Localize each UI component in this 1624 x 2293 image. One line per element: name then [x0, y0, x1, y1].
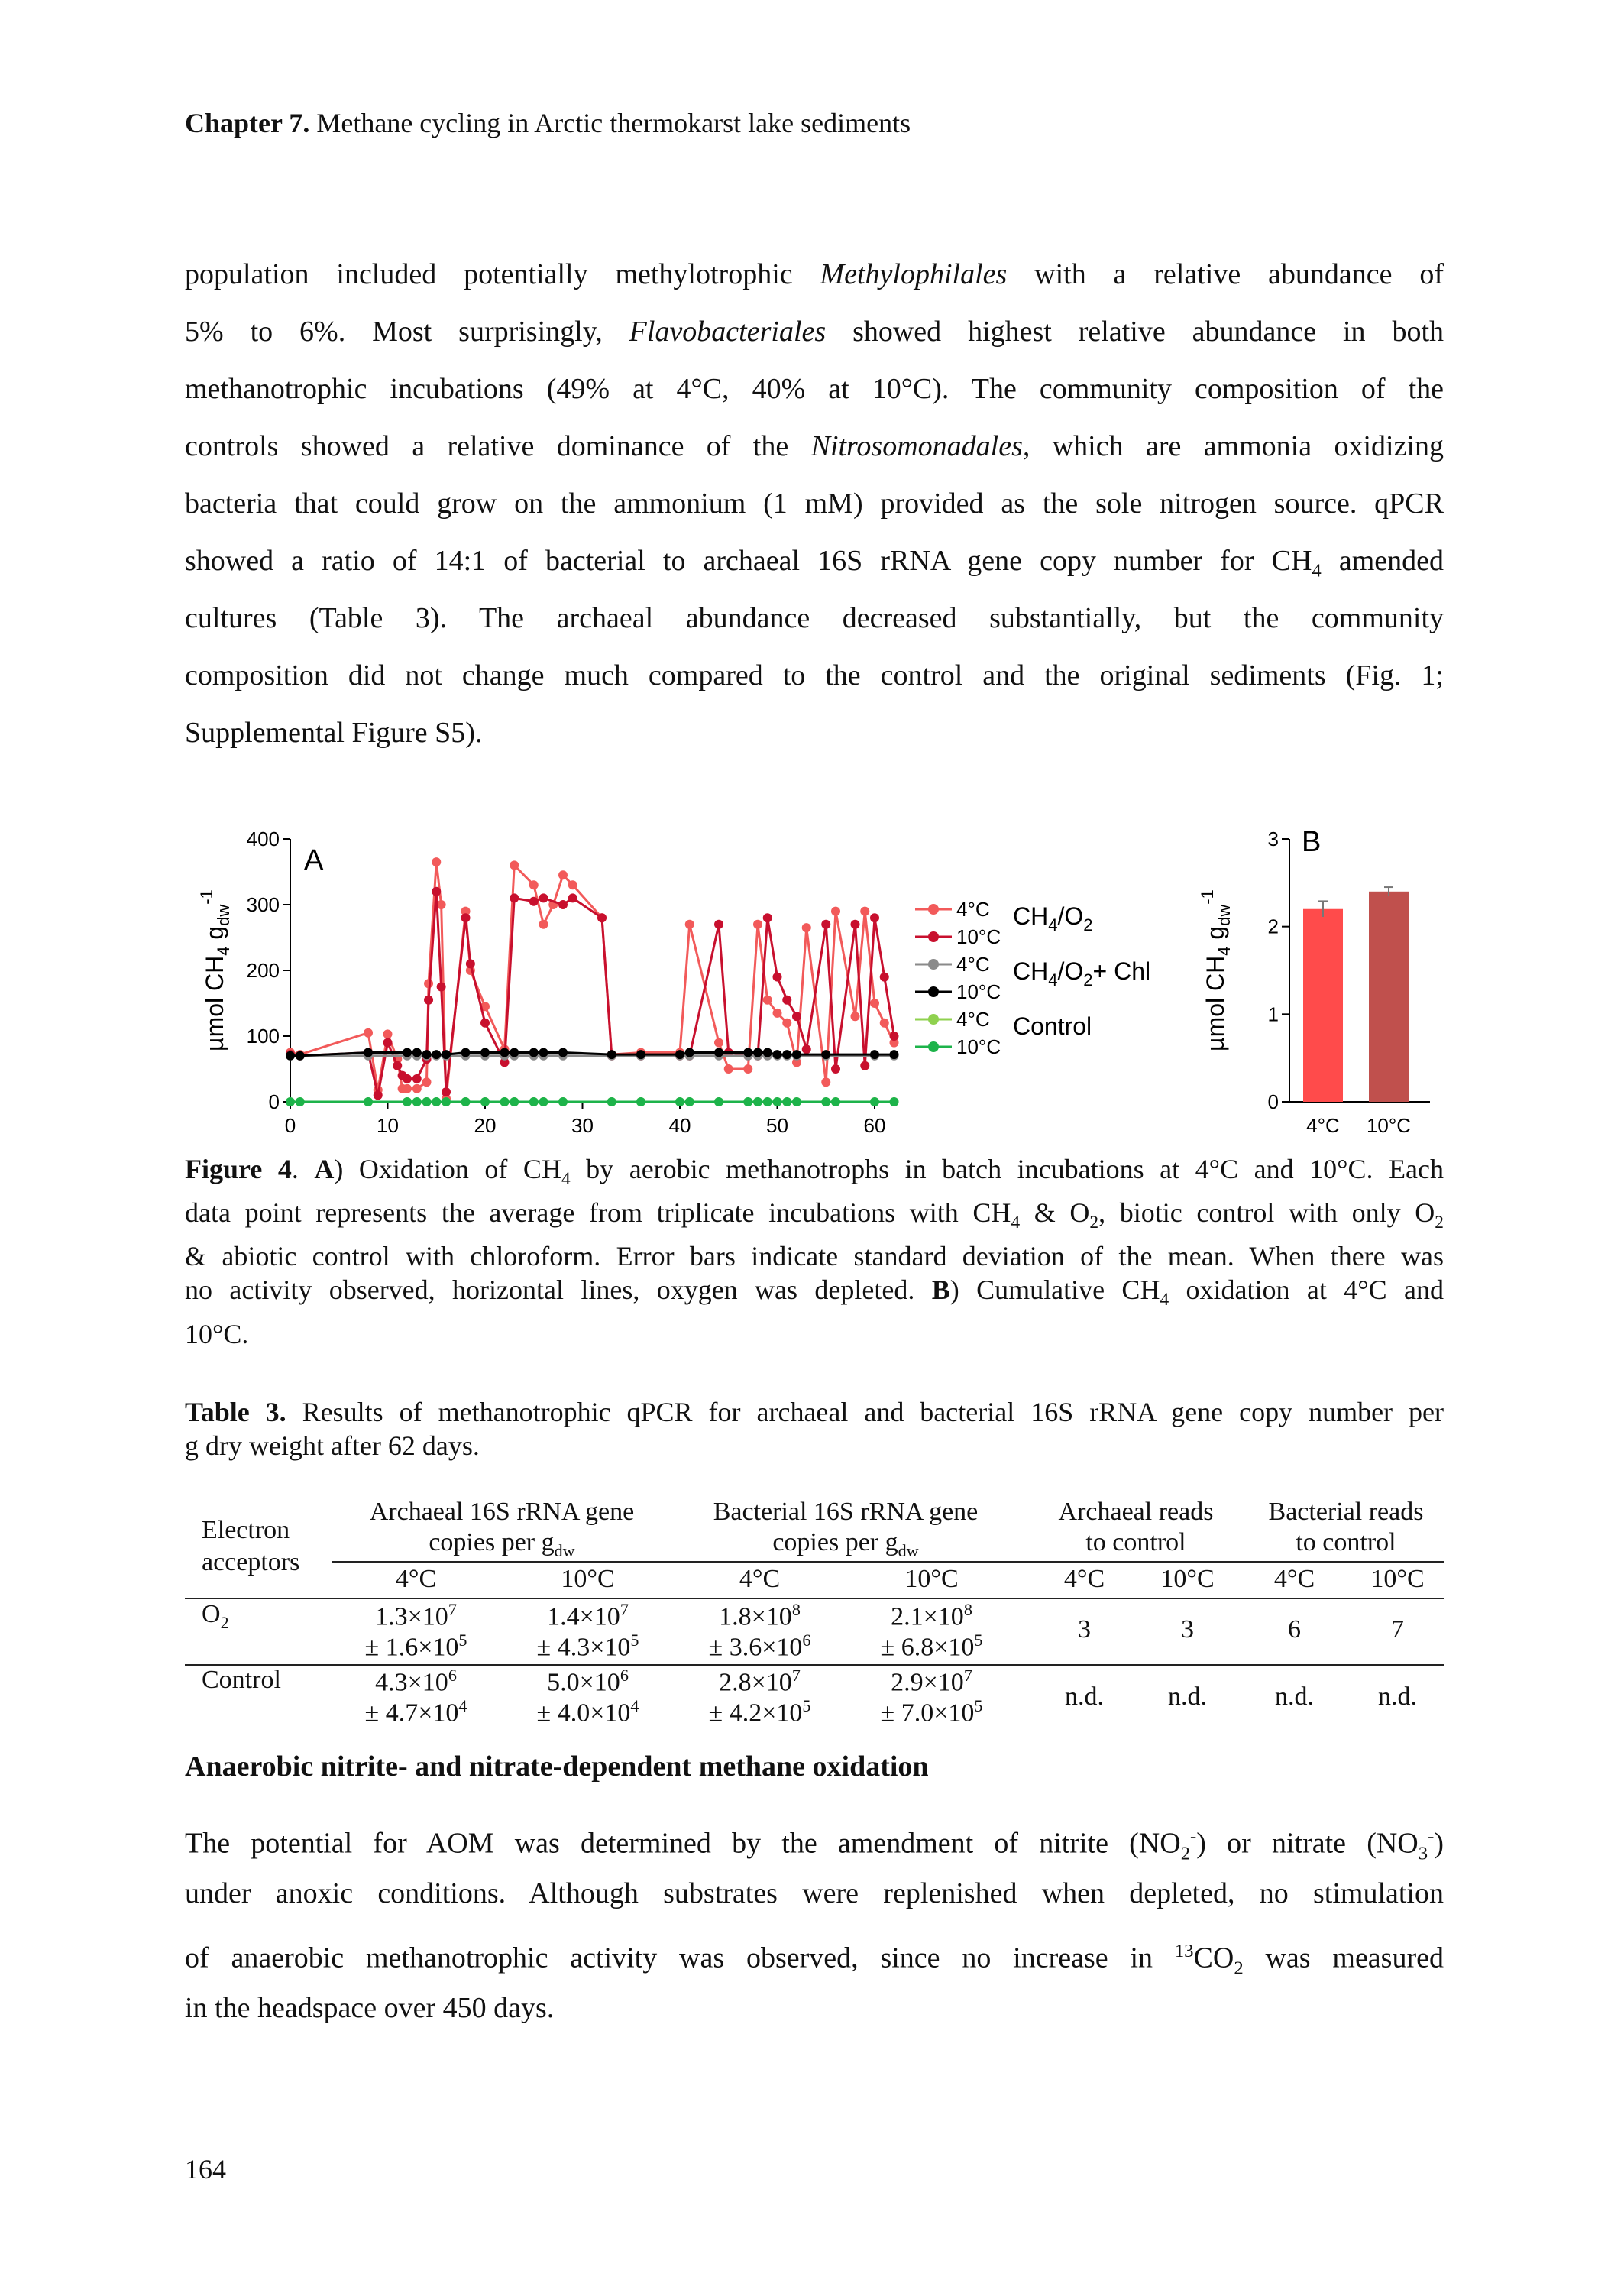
table-header-cell: copies per $g_{dw}$ [429, 1528, 575, 1560]
data-point [821, 1077, 830, 1087]
x-tick-label: 20 [474, 1114, 497, 1137]
legend-marker [928, 904, 939, 915]
text-line: controls showed a relative dominance of the Nitrosomonadales, which are ammonia oxidizing [185, 430, 1444, 462]
series-line [290, 862, 894, 1099]
x-tick-label: 60 [863, 1114, 886, 1137]
data-point [568, 893, 577, 902]
table-cell: 7 [1391, 1615, 1404, 1644]
table-cell: n.d. [1065, 1683, 1104, 1711]
data-point [432, 1097, 441, 1106]
data-point [296, 1097, 305, 1106]
data-point [383, 1038, 393, 1048]
table-cell: $4.3\times 10^6$ [375, 1666, 457, 1697]
data-point [461, 913, 471, 922]
y-tick-label: 0 [268, 1090, 280, 1113]
data-point [753, 1048, 762, 1057]
data-point [442, 1050, 451, 1059]
data-point [714, 1048, 723, 1057]
data-point [422, 1077, 432, 1087]
data-point [821, 1097, 830, 1106]
y-tick-label: 100 [246, 1025, 280, 1048]
table-cell: $1.8\times 10^8$ [719, 1600, 801, 1631]
text-line: cultures (Table 3). The archaeal abundance decreased substantially, but the community [185, 602, 1444, 634]
table-cell: ± $4.7\times 10^4$ [364, 1696, 467, 1728]
y-tick-label: 1 [1267, 1002, 1279, 1026]
x-tick-label: 30 [571, 1114, 594, 1137]
data-point [831, 1097, 840, 1106]
text-line: composition did not change much compared to the control and the original sediments (Fig. 1; [185, 659, 1444, 691]
data-point [714, 1097, 723, 1106]
panel-label: B [1302, 826, 1322, 858]
data-point [851, 1012, 860, 1021]
data-point [685, 920, 694, 929]
data-point [424, 996, 433, 1005]
data-point [568, 880, 577, 889]
table-cell: ± $4.0\times 10^4$ [536, 1696, 639, 1728]
data-point [773, 1050, 782, 1059]
data-point [831, 907, 840, 916]
data-point [753, 1097, 762, 1106]
panel-label: A [304, 844, 324, 876]
data-point [480, 1048, 490, 1057]
data-point [286, 1051, 295, 1061]
data-point [714, 920, 723, 929]
legend-label: 4°C [956, 1008, 990, 1031]
data-point [782, 1019, 791, 1028]
data-point [792, 1012, 801, 1021]
y-tick-label: 200 [246, 959, 280, 982]
data-point [412, 1097, 422, 1106]
data-point [636, 1050, 645, 1059]
table-cell: n.d. [1168, 1683, 1207, 1711]
data-point [412, 1084, 422, 1093]
table-row-label: $O_2$ [202, 1600, 229, 1632]
data-point [763, 1097, 772, 1106]
table-cell: $1.4\times 10^7$ [547, 1600, 629, 1631]
text-line: Supplemental Figure S5). [185, 717, 483, 749]
data-point [539, 920, 548, 929]
data-point [685, 1097, 694, 1106]
table-header-cell: to control [1296, 1528, 1396, 1556]
x-tick-label: 40 [668, 1114, 691, 1137]
data-point [510, 893, 519, 902]
x-tick-label: 10 [377, 1114, 399, 1137]
table-temp-header: 10°C [904, 1565, 959, 1593]
data-point [860, 907, 869, 916]
legend-label: 4°C [956, 898, 990, 921]
y-axis-label: µmol $CH_4$ $g_{dw}^{-1}$ [197, 889, 233, 1051]
data-point [782, 1050, 791, 1059]
data-point [792, 1097, 801, 1106]
data-point [870, 1050, 879, 1059]
x-tick-label: 0 [284, 1114, 296, 1137]
data-point [558, 900, 568, 909]
bar [1369, 892, 1409, 1102]
x-tick-label: 4°C [1306, 1114, 1340, 1137]
data-point [763, 913, 772, 922]
table-cell: 3 [1078, 1615, 1091, 1644]
data-point [364, 1048, 373, 1057]
text-line: of anaerobic methanotrophic activity was observed, since no increase in $^{13}CO_2$ was measured [185, 1941, 1444, 1979]
data-point [802, 1044, 811, 1054]
legend-marker [928, 986, 939, 997]
section-heading: Anaerobic nitrite- and nitrate-dependent methane oxidation [185, 1751, 929, 1783]
data-point [422, 1050, 432, 1059]
legend-group-label: $CH_4/O_2$ [1013, 902, 1093, 934]
data-point [500, 1097, 510, 1106]
data-point [675, 1050, 684, 1059]
table-temp-header: 10°C [561, 1565, 615, 1593]
data-point [607, 1050, 616, 1059]
data-point [870, 913, 879, 922]
data-point [461, 1048, 471, 1057]
data-point [510, 1048, 519, 1057]
table-cell: ± $1.6\times 10^5$ [364, 1631, 467, 1662]
data-point [773, 1097, 782, 1106]
data-point [763, 996, 772, 1005]
x-tick-label: 50 [766, 1114, 788, 1137]
data-point [753, 920, 762, 929]
table-cell: ± $4.3\times 10^5$ [536, 1631, 639, 1662]
data-point [685, 1048, 694, 1057]
table-cell: ± $7.0\times 10^5$ [880, 1696, 983, 1728]
data-point [802, 923, 811, 932]
data-point [432, 887, 441, 896]
data-point [364, 1028, 373, 1038]
text-line: methanotrophic incubations (49% at 4°C, 40% at 10°C). The community composition of the [185, 373, 1444, 405]
y-tick-label: 3 [1267, 827, 1279, 850]
data-point [773, 1009, 782, 1018]
table-temp-header: 4°C [395, 1565, 437, 1593]
data-point [412, 1048, 422, 1057]
data-point [539, 1097, 548, 1106]
data-point [466, 959, 475, 968]
data-point [296, 1051, 305, 1061]
text-line: The potential for AOM was determined by the amendment of nitrite $(NO_2^-)$ or nitrate $(NO_3^-)$ [185, 1826, 1444, 1864]
data-point [529, 1097, 539, 1106]
table-cell: $1.3\times 10^7$ [375, 1600, 457, 1631]
data-point [461, 1097, 471, 1106]
table-cell: $2.8\times 10^7$ [719, 1666, 801, 1697]
data-point [432, 857, 441, 866]
table-cell: $2.1\times 10^8$ [891, 1600, 972, 1631]
data-point [539, 893, 548, 902]
data-point [558, 870, 568, 879]
running-header [185, 107, 911, 139]
data-point [792, 1050, 801, 1059]
table-temp-header: 10°C [1160, 1565, 1215, 1593]
legend-group-label: Control [1013, 1012, 1092, 1040]
table-temp-header: 10°C [1370, 1565, 1425, 1593]
series-line [290, 892, 894, 1096]
data-point [870, 1097, 879, 1106]
data-point [403, 1097, 412, 1106]
data-point [403, 1084, 412, 1093]
data-point [743, 1048, 752, 1057]
data-point [364, 1097, 373, 1106]
bar [1303, 909, 1343, 1102]
data-point [763, 1048, 772, 1057]
data-point [529, 880, 539, 889]
chapter-label: Chapter 7. [185, 108, 310, 138]
data-point [890, 1032, 899, 1041]
data-point [880, 973, 889, 982]
y-tick-label: 0 [1267, 1090, 1279, 1113]
data-point [675, 1097, 684, 1106]
line-chart-panel-a [183, 810, 1176, 1138]
table-header-cell: to control [1085, 1528, 1186, 1556]
table-cell: n.d. [1378, 1683, 1417, 1711]
data-point [773, 973, 782, 982]
data-point [782, 996, 791, 1005]
data-point [374, 1090, 383, 1100]
y-tick-label: 300 [246, 893, 280, 916]
text-line: in the headspace over 450 days. [185, 1992, 555, 2024]
table-cell: 3 [1181, 1615, 1194, 1644]
data-point [743, 1097, 752, 1106]
y-tick-label: 400 [246, 827, 280, 850]
data-point [539, 1048, 548, 1057]
table-row-label: Control [202, 1666, 281, 1694]
table-header-cell: Bacterial reads [1268, 1498, 1424, 1526]
data-point [422, 1097, 432, 1106]
data-point [743, 1064, 752, 1074]
y-axis-label: µmol $CH_4$ $g_{dw}^{-1}$ [1198, 889, 1234, 1051]
table-cell: ± $3.6\times 10^6$ [708, 1631, 811, 1662]
data-point [403, 1048, 412, 1057]
text-line: population included potentially methylotrophic Methylophilales with a relative abundance of [185, 258, 1444, 290]
data-point [432, 1050, 441, 1059]
table-header-cell: Electron [202, 1516, 290, 1544]
data-point [383, 1029, 393, 1038]
legend-label: 10°C [956, 980, 1001, 1003]
table-header-cell: Bacterial 16S rRNA gene [713, 1498, 979, 1526]
data-point [724, 1064, 733, 1074]
qpcr-table [185, 1488, 1444, 1728]
table-cell: $5.0\times 10^6$ [547, 1666, 629, 1697]
page-number: 164 [185, 2154, 226, 2185]
table-header-cell: acceptors [202, 1548, 300, 1576]
data-point [510, 860, 519, 870]
data-point [286, 1097, 295, 1106]
table-temp-header: 4°C [739, 1565, 781, 1593]
bar-chart-panel-b [1192, 810, 1451, 1138]
data-point [880, 1019, 889, 1028]
body-paragraph [185, 1808, 1444, 2037]
table-temp-header: 4°C [1063, 1565, 1105, 1593]
data-point [597, 913, 607, 922]
data-point [831, 1064, 840, 1074]
legend-marker [928, 1014, 939, 1025]
data-point [500, 1048, 510, 1057]
data-point [558, 1097, 568, 1106]
text-line: under anoxic conditions. Although substrates were replenished when depleted, no stimulation [185, 1877, 1444, 1909]
table-rule [332, 1561, 1444, 1563]
data-point [851, 920, 860, 929]
data-point [442, 1087, 451, 1096]
data-point [782, 1097, 791, 1106]
data-point [636, 1097, 645, 1106]
data-point [529, 897, 539, 906]
data-point [890, 1097, 899, 1106]
data-point [437, 983, 446, 992]
data-point [529, 1048, 539, 1057]
data-point [860, 1061, 869, 1070]
legend-marker [928, 931, 939, 942]
legend-marker [928, 1041, 939, 1052]
table-cell: ± $4.2\times 10^5$ [708, 1696, 811, 1728]
data-point [558, 1048, 568, 1057]
data-point [607, 1097, 616, 1106]
x-tick-label: 10°C [1366, 1114, 1412, 1137]
body-paragraph [185, 246, 1444, 762]
table-header-cell: Archaeal reads [1058, 1498, 1214, 1526]
data-point [393, 1061, 402, 1070]
legend-label: 10°C [956, 925, 1001, 948]
legend-group-label: $CH_4/O_2+$ Chl [1013, 957, 1151, 989]
table-cell: ± $6.8\times 10^5$ [880, 1631, 983, 1662]
legend-marker [928, 959, 939, 970]
table-cell: $2.9\times 10^7$ [891, 1666, 972, 1697]
chapter-title: Methane cycling in Arctic thermokarst lake sediments [316, 108, 911, 138]
text-line: showed a ratio of 14:1 of bacterial to archaeal 16S rRNA gene copy number for $CH_4$ amended [185, 545, 1444, 581]
table-caption: Table 3. Results of methanotrophic qPCR for archaeal and bacterial 16S rRNA gene copy number per g dry weight after 62 days. [185, 1397, 1444, 1461]
data-point [821, 1050, 830, 1059]
table-temp-header: 4°C [1273, 1565, 1315, 1593]
legend-label: 10°C [956, 1035, 1001, 1058]
table-header-cell: copies per $g_{dw}$ [772, 1528, 919, 1560]
data-point [403, 1074, 412, 1083]
data-point [412, 1074, 422, 1083]
text-line: 5% to 6%. Most surprisingly, Flavobacteriales showed highest relative abundance in both [185, 316, 1444, 348]
data-point [480, 1097, 490, 1106]
data-point [714, 1038, 723, 1048]
table-cell: n.d. [1275, 1683, 1314, 1711]
data-point [442, 1097, 451, 1106]
data-point [890, 1050, 899, 1059]
data-point [821, 920, 830, 929]
legend-label: 4°C [956, 953, 990, 976]
y-tick-label: 2 [1267, 915, 1279, 938]
text-line: bacteria that could grow on the ammonium (1 mM) provided as the sole nitrogen source. qPCR [185, 487, 1444, 520]
table-header-cell: Archaeal 16S rRNA gene [369, 1498, 635, 1526]
data-point [510, 1097, 519, 1106]
data-point [870, 999, 879, 1008]
table-rule [185, 1598, 1444, 1599]
figure-caption: Figure 4. A) Oxidation of $CH_4$ by aerobic methanotrophs in batch incubations at 4°C and 10°C. Each data point represents the average from triplicate incubations with $CH_4$ & $O_2$, biotic control with only $O_2$ & abiotic control with chloroform. Error bars indicate standard deviation of the mean. When there was no activity observed, horizontal lines, oxygen was depleted. B) Cumulative $CH_4$ oxidation at 4°C and 10°C. [185, 1154, 1444, 1349]
data-point [480, 1019, 490, 1028]
table-cell: 6 [1288, 1615, 1301, 1644]
